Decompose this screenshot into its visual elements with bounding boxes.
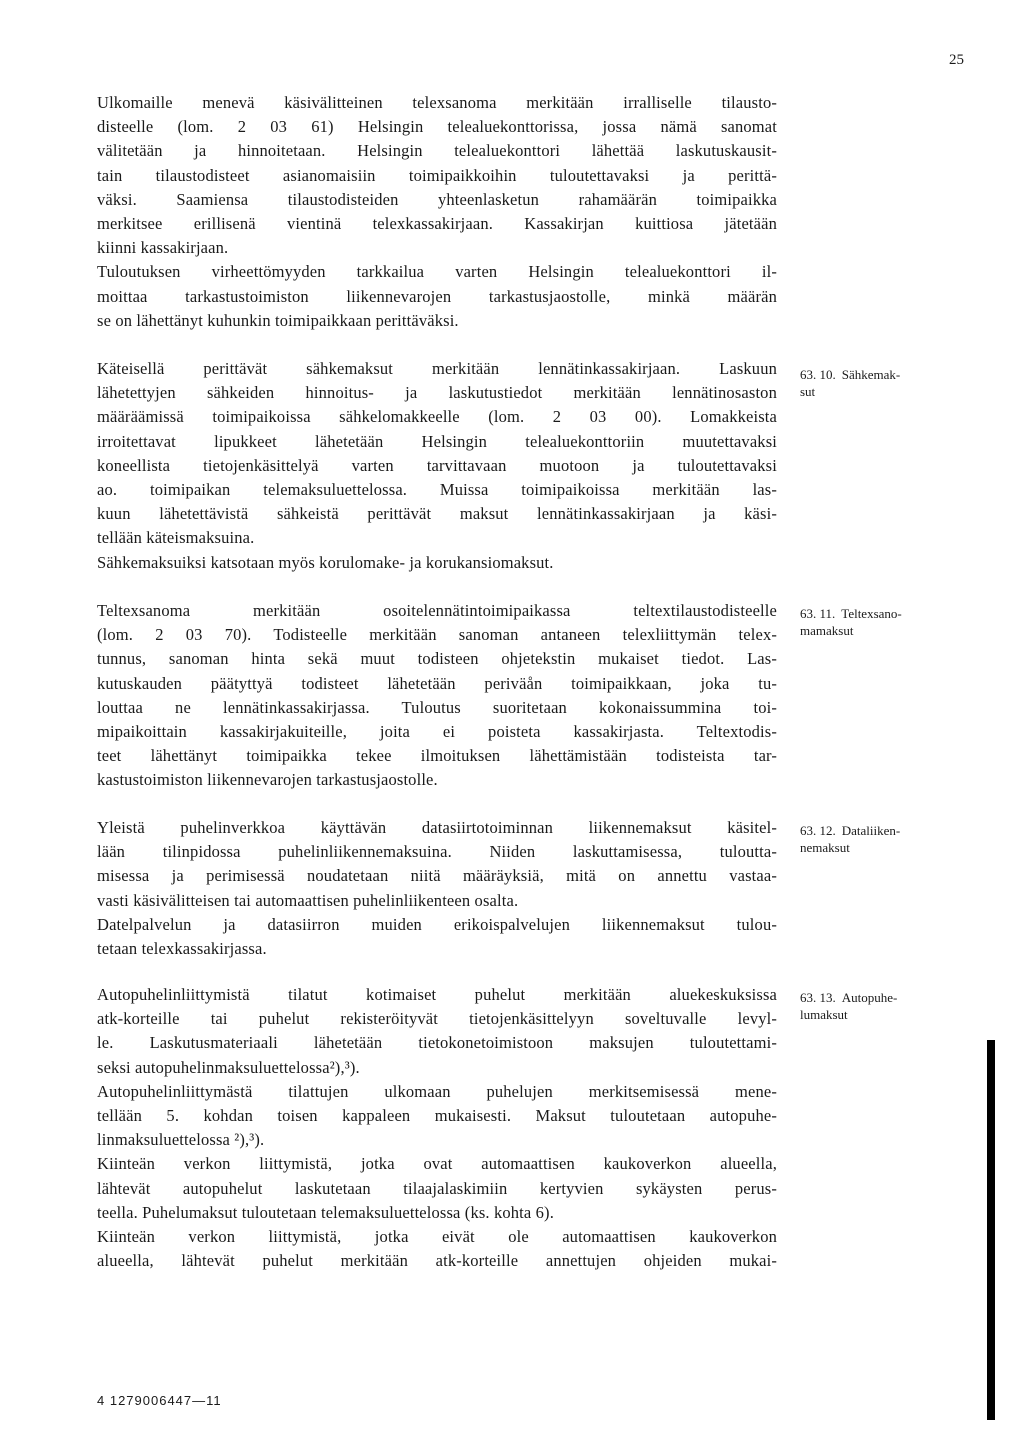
text-line: linmaksuluettelossa ²),³). bbox=[97, 1130, 265, 1150]
text-section-intro bbox=[97, 91, 777, 333]
text-line: se on lähettänyt kuhunkin toimipaikkaan perittäväksi. bbox=[97, 310, 459, 330]
text-line: le. Laskutusmateriaali lähetetään tietokonetoimistoon maksujen tuloutettami- bbox=[97, 1033, 777, 1053]
text-line: Yleistä puhelinverkkoa käyttävän datasiirtotoiminnan liikennemaksut käsitel- bbox=[97, 818, 777, 837]
text-line: tellään käteismaksuina. bbox=[97, 528, 255, 548]
text-line: kastustoimiston liikennevarojen tarkastusjaostolle. bbox=[97, 770, 438, 790]
text-line: atk-korteille tai puhelut rekisteröityvät tietojenkäsittelyyn soveltuvalle levyl- bbox=[97, 1009, 777, 1029]
text-section-sahkemaksut bbox=[97, 357, 777, 575]
text-line: lähetettyjen sähkeiden hinnoitus- ja laskutustiedot merkitään lennätinosaston bbox=[97, 383, 777, 403]
text-line: Datelpalvelun ja datasiirron muiden erikoispalvelujen liikennemaksut tulou- bbox=[97, 914, 777, 934]
text-line: tetaan telexkassakirjassa. bbox=[97, 939, 267, 959]
text-line: misessa ja perimisessä noudatetaan niitä määräyksiä, mitä on annettu vastaa- bbox=[97, 866, 777, 886]
text-line: teet lähettänyt toimipaikka tekee ilmoituksen lähettämistään todisteista tar- bbox=[97, 746, 777, 766]
footer-code: 4 1279006447—11 bbox=[97, 1393, 222, 1408]
text-line: louttaa ne lennätinkassakirjassa. Tuloutus suoritetaan kokonaissummina toi- bbox=[97, 697, 777, 717]
text-line: väksi. Saamiensa tilaustodisteiden yhteenlasketun rahamäärän toimipaikka bbox=[97, 189, 777, 209]
text-line: lään tilinpidossa puhelinliikennemaksuina. Niiden laskuttamisessa, tuloutta- bbox=[97, 842, 777, 862]
text-section-dataliikennemaksut bbox=[97, 816, 777, 961]
text-line: merkitsee erillisenä vientinä telexkassakirjaan. Kassakirjan kuittiosa jätetään bbox=[97, 214, 777, 234]
text-line: Kiinteän verkon liittymistä, jotka ovat automaattisen kaukoverkon alueella, bbox=[97, 1154, 777, 1174]
text-line: seksi autopuhelinmaksuluettelossa²),³). bbox=[97, 1057, 360, 1077]
text-line: moittaa tarkastustoimiston liikennevarojen tarkastusjaostolle, minkä määrän bbox=[97, 286, 777, 306]
text-line: tunnus, sanoman hinta sekä muut todisteen ohjetekstin mukaiset tiedot. Las- bbox=[97, 649, 777, 669]
text-line: tellään 5. kohdan toisen kappaleen mukaisesti. Maksut tuloutetaan autopuhe- bbox=[97, 1106, 777, 1126]
margin-note-label: Dataliiken- bbox=[841, 823, 901, 838]
text-section-autopuhelumaksut bbox=[97, 983, 777, 1273]
text-line: kuun lähetettävistä sähkeistä perittävät maksut lennätinkassakirjaan ja käsi- bbox=[97, 504, 777, 524]
text-line: mipaikoittain kassakirjakuiteille, joita ei poisteta kassakirjasta. Teltextodis- bbox=[97, 722, 777, 742]
text-line: Autopuhelinliittymistä tilatut kotimaiset puhelut merkitään aluekeskuksissa bbox=[97, 985, 777, 1004]
margin-note-label: lumaksut bbox=[800, 1007, 848, 1022]
text-line: kiinni kassakirjaan. bbox=[97, 238, 229, 258]
margin-note-63-11 bbox=[800, 605, 960, 639]
margin-note-63-10 bbox=[800, 366, 960, 400]
margin-note-number: 63. 12. bbox=[800, 823, 836, 838]
margin-note-label: nemaksut bbox=[800, 840, 850, 855]
margin-note-label: mamaksut bbox=[800, 623, 854, 638]
margin-change-bar bbox=[987, 1040, 995, 1420]
text-line: ao. toimipaikan telemaksuluettelossa. Muissa toimipaikoissa merkitään las- bbox=[97, 480, 777, 500]
text-line: määräämissä toimipaikoissa sähkelomakkeelle (lom. 2 03 00). Lomakkeista bbox=[97, 407, 777, 427]
margin-note-63-13 bbox=[800, 989, 960, 1023]
text-line: Käteisellä perittävät sähkemaksut merkitään lennätinkassakirjaan. Laskuun bbox=[97, 359, 777, 378]
margin-note-63-12 bbox=[800, 822, 960, 856]
text-line: Sähkemaksuiksi katsotaan myös korulomake- ja korukansiomaksut. bbox=[97, 552, 554, 572]
text-line: Teltexsanoma merkitään osoitelennätintoimipaikassa teltextilaustodisteelle bbox=[97, 601, 777, 620]
margin-note-label: sut bbox=[800, 384, 816, 399]
text-line: kutuskauden päätyttyä todisteet lähetetään periväån toimipaikkaan, joka tu- bbox=[97, 673, 777, 693]
text-line: irroitettavat lipukkeet lähetetään Helsingin telealuekonttoriin muutettavaksi bbox=[97, 431, 777, 451]
text-line: koneellista tietojenkäsittelyä varten tarvittavaan muotoon ja tuloutettavaksi bbox=[97, 455, 777, 475]
margin-note-label: Sähkemak- bbox=[841, 367, 901, 382]
text-line: välitetään ja hinnoitetaan. Helsingin telealuekonttori lähettää laskutuskausit- bbox=[97, 141, 777, 161]
margin-note-number: 63. 10. bbox=[800, 367, 836, 382]
text-line: Tuloutuksen virheettömyyden tarkkailua varten Helsingin telealuekonttori il- bbox=[97, 262, 777, 282]
text-line: Kiinteän verkon liittymistä, jotka eivät ole automaattisen kaukoverkon bbox=[97, 1227, 777, 1247]
text-line: tain tilaustodisteet asianomaisiin toimipaikkoihin tuloutettavaksi ja perittä- bbox=[97, 165, 777, 185]
text-section-teltexsanomamaksut bbox=[97, 599, 777, 793]
text-line: vasti käsivälitteisen tai automaattisen puhelinliikenteen osalta. bbox=[97, 890, 519, 910]
text-line: teella. Puhelumaksut tuloutetaan telemaksuluettelossa (ks. kohta 6). bbox=[97, 1202, 554, 1222]
text-line: Ulkomaille menevä käsivälitteinen telexsanoma merkitään irralliselle tilausto- bbox=[97, 93, 777, 112]
text-line: Autopuhelinliittymästä tilattujen ulkomaan puhelujen merkitsemisessä mene- bbox=[97, 1081, 777, 1101]
page-number: 25 bbox=[949, 52, 964, 68]
margin-note-label: Autopuhe- bbox=[841, 990, 898, 1005]
text-line: disteelle (lom. 2 03 61) Helsingin telealuekonttorissa, jossa nämä sanomat bbox=[97, 117, 777, 137]
margin-note-label: Teltexsano- bbox=[841, 606, 902, 621]
margin-note-number: 63. 11. bbox=[800, 606, 836, 621]
text-line: alueella, lähtevät puhelut merkitään atk-korteille annettujen ohjeiden mukai- bbox=[97, 1251, 777, 1271]
text-line: lähtevät autopuhelut laskutetaan tilaajalaskimiin kertyvien sykäysten perus- bbox=[97, 1178, 777, 1198]
text-line: (lom. 2 03 70). Todisteelle merkitään sanoman antaneen telexliittymän telex- bbox=[97, 625, 777, 645]
margin-note-number: 63. 13. bbox=[800, 990, 836, 1005]
